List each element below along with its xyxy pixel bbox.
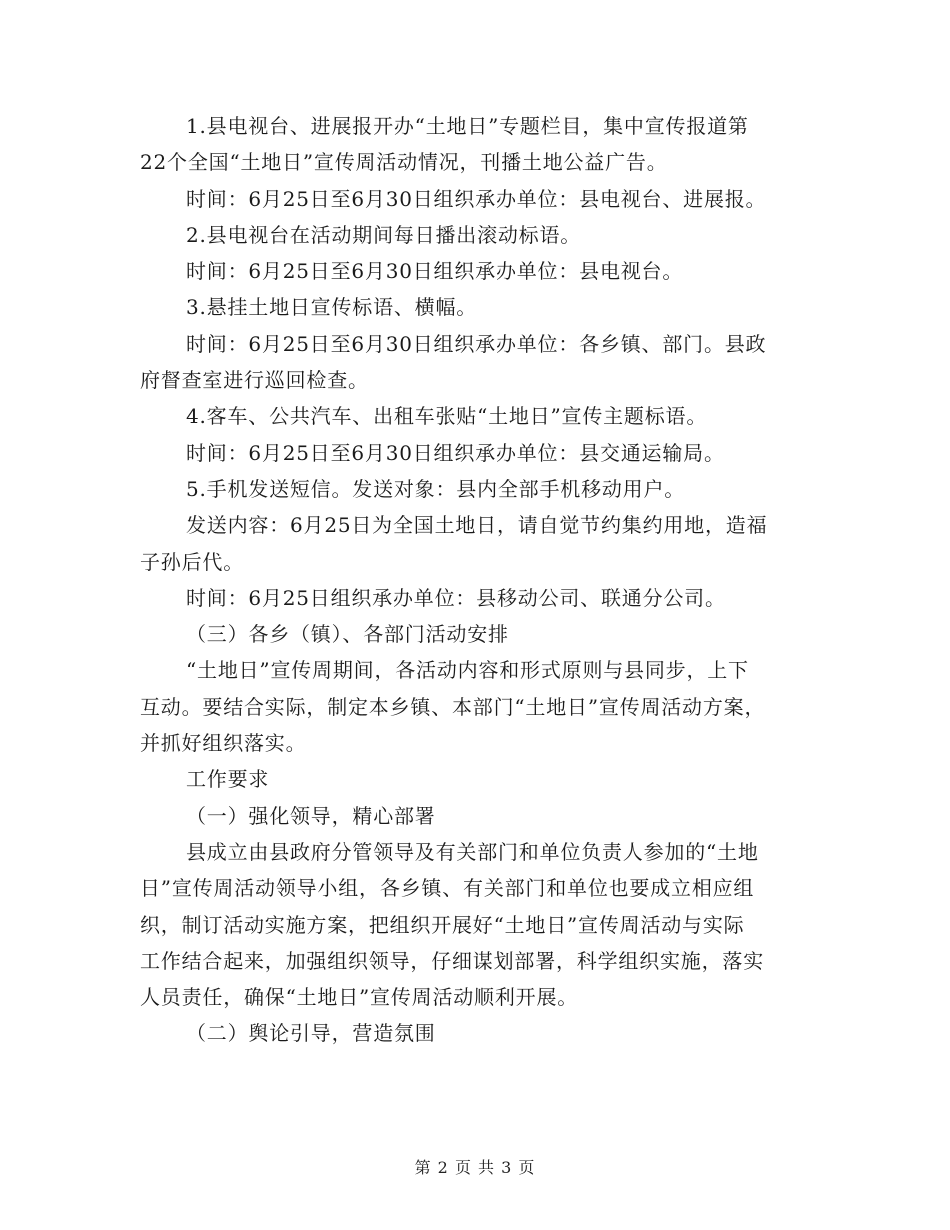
text-line: 3.悬挂土地日宣传标语、横幅。 <box>186 295 478 320</box>
text-line: （一）强化领导，精心部署 <box>186 803 436 828</box>
text-line: 工作要求 <box>186 767 270 792</box>
text-line: 日”宣传周活动领导小组，各乡镇、有关部门和单位也要成立相应组 <box>140 876 755 901</box>
text-line: 22个全国“土地日”宣传周活动情况，刊播土地公益广告。 <box>140 150 668 175</box>
page-footer: 第 2 页 共 3 页 <box>414 1158 536 1177</box>
document-body <box>140 108 812 1052</box>
text-line: 人员责任，确保“土地日”宣传周活动顺利开展。 <box>140 985 579 1010</box>
text-line: 县成立由县政府分管领导及有关部门和单位负责人参加的“土地 <box>186 839 759 864</box>
text-line: 子孙后代。 <box>140 549 244 574</box>
text-line: 1.县电视台、进展报开办“土地日”专题栏目，集中宣传报道第 <box>186 114 749 138</box>
text-line: 织，制订活动实施方案，把组织开展好“土地日”宣传周活动与实际 <box>140 912 745 937</box>
text-line: 并抓好组织落实。 <box>140 731 307 756</box>
text-line: 5.手机发送短信。发送对象：县内全部手机移动用户。 <box>186 476 686 501</box>
text-line: “土地日”宣传周期间，各活动内容和形式原则与县同步，上下 <box>186 658 749 683</box>
text-line: 时间：6月25日至6月30日组织承办单位：各乡镇、部门。县政 <box>186 331 767 356</box>
text-line: 时间：6月25日至6月30日组织承办单位：县交通运输局。 <box>186 440 725 465</box>
text-line: 2.县电视台在活动期间每日播出滚动标语。 <box>186 222 582 247</box>
text-line: 时间：6月25日至6月30日组织承办单位：县电视台、进展报。 <box>186 186 767 211</box>
text-line: 4.客车、公共汽车、出租车张贴“土地日”宣传主题标语。 <box>186 404 708 429</box>
text-line: 工作结合起来，加强组织领导，仔细谋划部署，科学组织实施，落实 <box>140 948 764 973</box>
text-line: 府督查室进行巡回检查。 <box>140 368 369 393</box>
text-line: 时间：6月25日组织承办单位：县移动公司、联通分公司。 <box>186 585 726 610</box>
text-line: 互动。要结合实际，制定本乡镇、本部门“土地日”宣传周活动方案， <box>140 694 766 719</box>
text-line: 时间：6月25日至6月30日组织承办单位：县电视台。 <box>186 259 684 284</box>
text-line: （二）舆论引导，营造氛围 <box>186 1021 436 1046</box>
text-line: （三）各乡（镇）、各部门活动安排 <box>186 622 509 647</box>
text-line: 发送内容：6月25日为全国土地日，请自觉节约集约用地，造福 <box>186 513 768 538</box>
